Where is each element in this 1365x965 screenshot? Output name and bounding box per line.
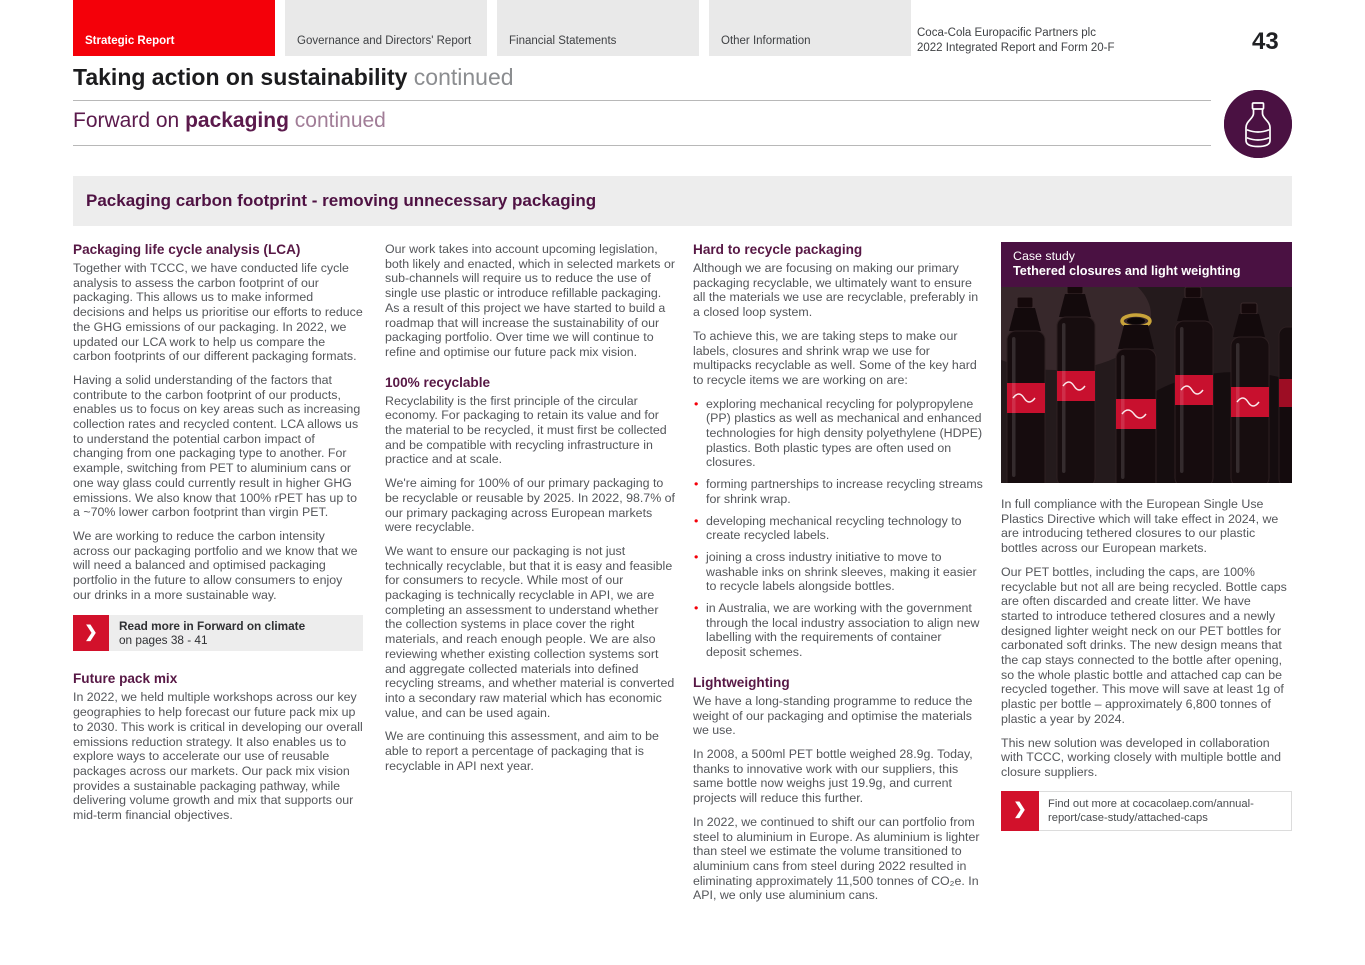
page-title	[73, 64, 514, 91]
read-more-title: Read more in Forward on climate	[119, 619, 306, 634]
case-study-title: Tethered closures and light weighting	[1013, 264, 1241, 278]
tab-other-information[interactable]	[709, 0, 911, 56]
tab-strategic-report[interactable]	[73, 0, 275, 56]
paragraph: We are continuing this assessment, and aim to be able to report a percentage of packaging that is recyclable in API next year.	[385, 729, 659, 773]
list-item: • in Australia, we are working with the government through the local industry association to align new labelling with the requirements of container deposit schemes.	[693, 601, 983, 660]
column-lca	[73, 242, 363, 832]
bottle-icon	[1224, 90, 1292, 158]
list-item: • developing mechanical recycling technology to create recycled labels.	[693, 514, 983, 543]
paragraph: Having a solid understanding of the factors that contribute to the carbon footprint of our products, enables us to focus on key areas such as increasing collection rates and recycled content. LCA allows us to understand the potential carbon impact of changing from one packaging type to another. For example, switching from PET to aluminium cans or one way glass could currently result in higher GHG emissions. We also know that 100% rPET has up to a ~70% lower carbon footprint than virgin PET.	[73, 372, 361, 520]
page-title-main: Taking action on sustainability	[73, 64, 408, 90]
list-item: • forming partnerships to increase recycling streams for shrink wrap.	[693, 477, 983, 506]
section-title-continued: continued	[294, 109, 386, 132]
column-hard-to-recycle	[693, 242, 983, 912]
case-study-photo	[1001, 287, 1292, 483]
find-out-more-text: Find out more at cocacolaep.com/annual-report/case-study/attached-caps	[1039, 791, 1292, 831]
divider	[73, 145, 1211, 146]
heading-hard-to-recycle: Hard to recycle packaging	[693, 242, 863, 257]
case-study-label: Case study	[1013, 249, 1075, 263]
section-banner	[73, 176, 1292, 226]
paragraph: Although we are focusing on making our primary packaging recyclable, we ultimately want to ensure all the materials we use are recyclable, preferably in a closed loop system.	[693, 261, 979, 320]
section-tabs	[73, 0, 911, 56]
heading-future-pack-mix: Future pack mix	[73, 671, 178, 687]
read-more-pages: on pages 38 - 41	[119, 633, 208, 648]
case-study-panel	[1001, 242, 1292, 831]
list-item: • joining a cross industry initiative to move to washable inks on shrink sleeves, making it easier to recycle labels alongside bottles.	[693, 550, 983, 594]
tab-financial-statements[interactable]	[497, 0, 699, 56]
section-title-topic: packaging	[185, 109, 289, 132]
paragraph: In full compliance with the European Single Use Plastics Directive which will take effect in 2024, we are introducing tethered closures to our plastic bottles across our European markets.	[1001, 497, 1279, 556]
paragraph: Together with TCCC, we have conducted life cycle analysis to assess the carbon footprint of our packaging. This allows us to make informed decisions and helps us prioritise our efforts to reduce the GHG emissions of our packaging. In 2022, we updated our LCA work to help us compare the carbon footprints of our different packaging formats.	[73, 261, 363, 364]
chevron-right-icon: ❯	[73, 615, 109, 651]
tab-governance-directors-report[interactable]	[285, 0, 487, 56]
paragraph: In 2022, we continued to shift our can portfolio from steel to aluminium in Europe. As aluminium is lighter than steel we estimate the volume transitioned to aluminium cans from steel during 2022 resulted in eliminating approximately 11,500 tonnes of CO₂e. In API, we only use aluminium cans.	[693, 814, 980, 903]
paragraph: In 2008, a 500ml PET bottle weighed 28.9g. Today, thanks to innovative work with our suppliers, this same bottle now weighs just 19.9g, and current projects will reduce this further.	[693, 746, 973, 806]
heading-lca: Packaging life cycle analysis (LCA)	[73, 242, 301, 257]
case-study-header	[1001, 242, 1292, 287]
divider	[73, 100, 1211, 101]
hard-to-recycle-list	[693, 397, 983, 660]
banner-text: Packaging carbon footprint - removing unnecessary packaging	[86, 191, 597, 210]
paragraph: We have a long-standing programme to reduce the weight of our packaging and optimise the materials we use.	[693, 693, 973, 738]
paragraph: In 2022, we held multiple workshops across our key geographies to help forecast our future pack mix up to 2030. This work is critical in developing our overall emissions reduction strategy. It also enables us to explore ways to accelerate our use of reusable packages across our markets. Our pack mix vision provides a sustainable packaging pathway, while delivering volume growth and mix that supports our mid-term financial objectives.	[73, 690, 363, 823]
paragraph: Our PET bottles, including the caps, are 100% recyclable but not all are being recycled. Bottle caps are often discarded and create litter. We have started to introduce tethered closures and a newly designed lighter weight neck on our PET bottles for carbonated soft drinks. The new design means that the cap stays connected to the bottle after opening, so the whole plastic bottle and attached cap can be recycled together. This move will save at least 1g of plastic per bottle – approximately 6,800 tonnes of plastic a year by 2024.	[1001, 564, 1287, 726]
report-brand	[917, 26, 1115, 56]
chevron-right-icon: ❯	[1001, 791, 1039, 831]
tab-label: Governance and Directors' Report	[297, 35, 472, 47]
read-more-link[interactable]	[73, 615, 363, 651]
tab-label: Strategic Report	[85, 35, 175, 47]
heading-100-recyclable: 100% recyclable	[385, 374, 491, 390]
find-out-more-link[interactable]	[1001, 791, 1292, 831]
page-number: 43	[1252, 28, 1279, 55]
list-item: • exploring mechanical recycling for polypropylene (PP) plastics as well as mechanical and enhanced technologies for high density polyethylene (HDPE) plastics. Both plastic types are often used on closures.	[693, 397, 983, 471]
heading-lightweighting: Lightweighting	[693, 674, 790, 690]
column-recyclable	[385, 242, 675, 783]
paragraph: Recyclability is the first principle of the circular economy. For packaging to retain its value and for the material to be recycled, it must first be collected and be compatible with recycling infrastructure in practice and at scale.	[385, 393, 667, 467]
read-more-text	[109, 615, 363, 651]
paragraph: We want to ensure our packaging is not just technically recyclable, but that it is easy and feasible for consumers to recycle. While most of our packaging is technically recyclable in API, we are completing an assessment to understand whether the collection systems in place cover the right materials, and reach enough people. We are also reviewing whether existing collection systems sort and aggregate collected materials into defined recycling streams, and whether material is converted into a secondary raw material which has economic value, and can be used again.	[385, 543, 675, 720]
paragraph: We are working to reduce the carbon intensity across our packaging portfolio and we know that we will need a balanced and optimised packaging portfolio in the future to allow consumers to enjoy our drinks in a more sustainable way.	[73, 528, 358, 602]
section-title-prefix: Forward on	[73, 109, 180, 132]
section-title	[73, 109, 386, 133]
brand-line-1: Coca-Cola Europacific Partners plc	[917, 27, 1096, 39]
case-study-body	[1001, 483, 1292, 831]
tab-label: Other Information	[721, 35, 811, 47]
paragraph: This new solution was developed in collaboration with TCCC, working closely with multiple bottle and closure suppliers.	[1001, 735, 1282, 779]
paragraph: To achieve this, we are taking steps to make our labels, closures and shrink wrap we use for multipacks recyclable as well. Some of the key hard to recycle items we are working on are:	[693, 328, 977, 387]
paragraph: Our work takes into account upcoming legislation, both likely and enacted, which in selected markets or sub-channels will require us to reduce the use of single use plastic or introduce refillable packaging. As a result of this project we have started to build a roadmap that will increase the sustainability of our packaging portfolio. Over time we will continue to refine and optimise our future pack mix vision.	[385, 242, 675, 359]
paragraph: We're aiming for 100% of our primary packaging to be recyclable or reusable by 2025. In 2022, 98.7% of our primary packaging across European markets were recyclable.	[385, 476, 675, 535]
page-title-continued: continued	[413, 64, 514, 90]
brand-line-2: 2022 Integrated Report and Form 20-F	[917, 42, 1115, 54]
tab-label: Financial Statements	[509, 35, 617, 47]
